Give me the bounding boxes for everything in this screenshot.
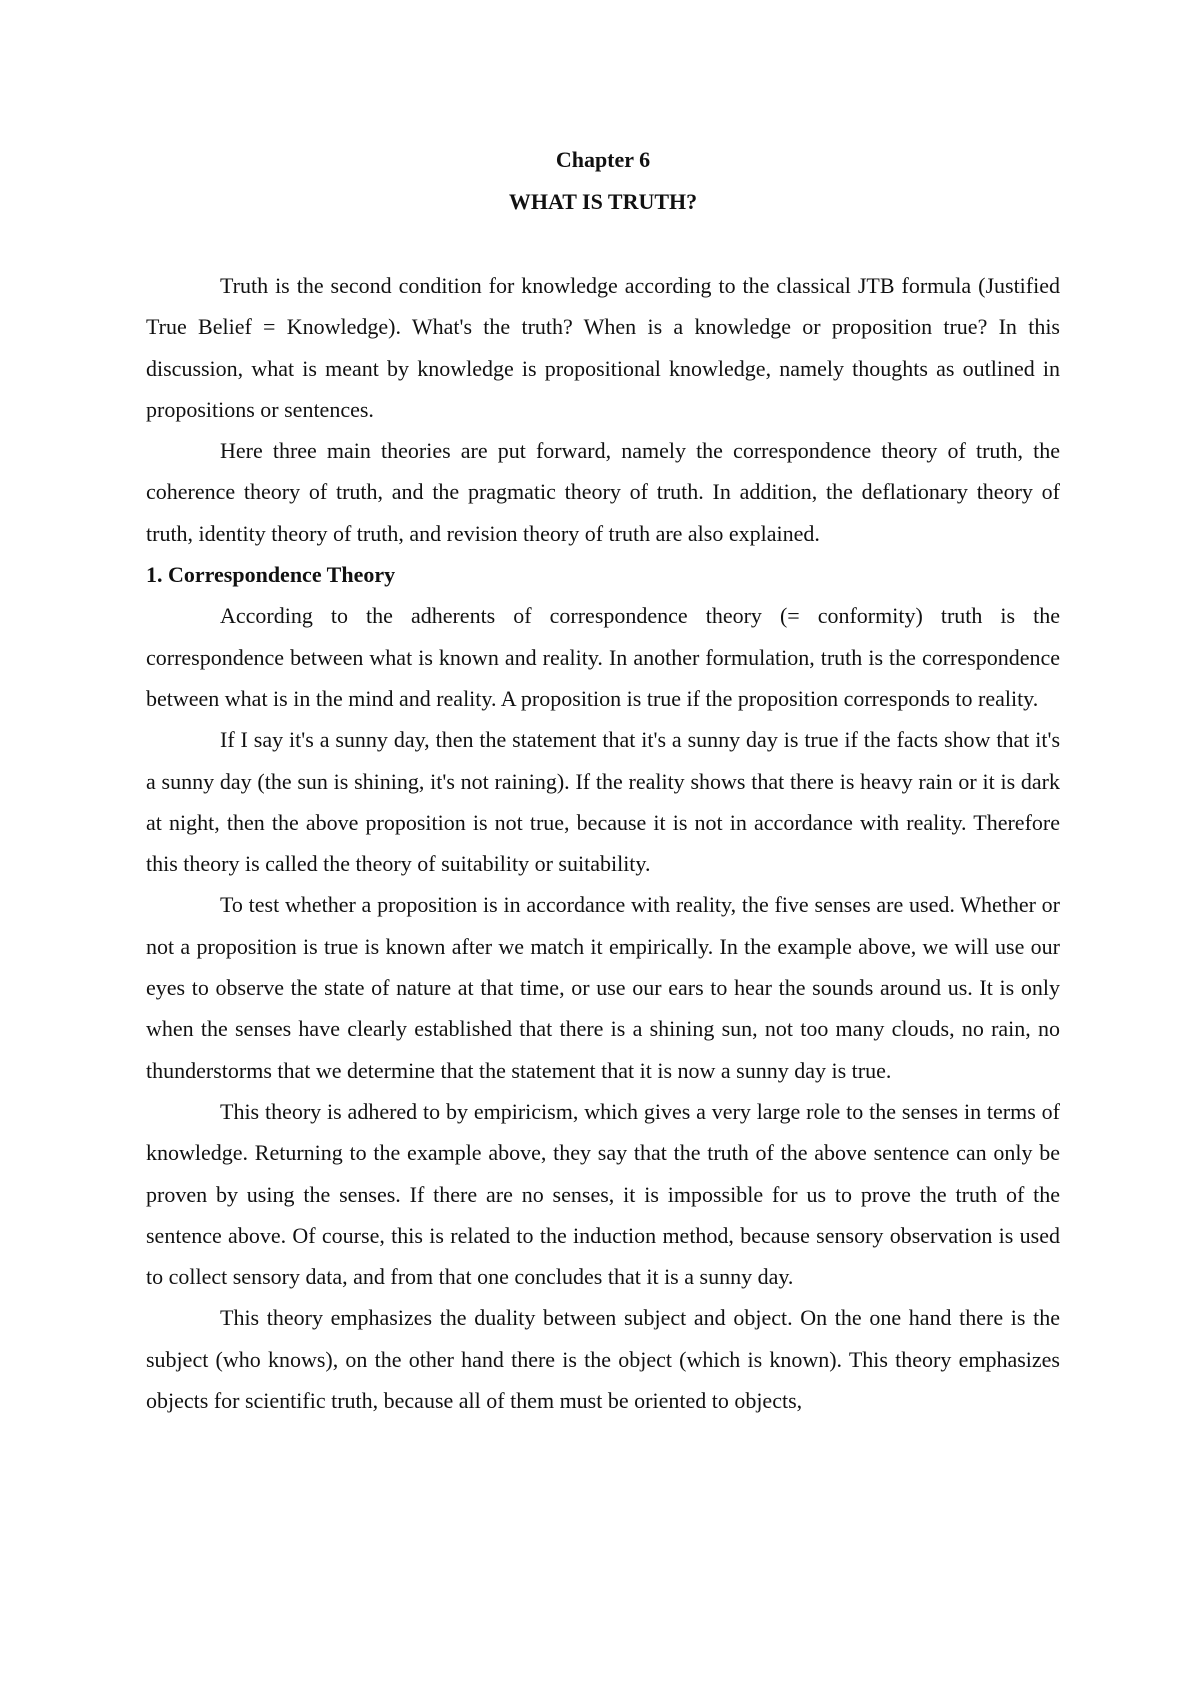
body-paragraph: This theory emphasizes the duality between subject and object. On the one hand there is the subject (who knows), on the other hand there is the object (which is known). This theory emphasizes objects for scientific truth, because all of them must be oriented to objects,	[146, 1305, 1060, 1414]
intro-paragraph: Here three main theories are put forward, namely the correspondence theory of truth, the coherence theory of truth, and the pragmatic theory of truth. In addition, the deflationary theory of truth, identity theory of truth, and revision theory of truth are also explained.	[146, 438, 1060, 546]
chapter-title: WHAT IS TRUTH?	[508, 189, 698, 214]
intro-paragraph: Truth is the second condition for knowledge according to the classical JTB formula (Justified True Belief = Knowledge). What's the truth? When is a knowledge or proposition true? In this discussion, what is meant by knowledge is propositional knowledge, namely thoughts as outlined in propositions or sentences.	[146, 273, 1060, 422]
page-content	[146, 144, 1060, 1421]
section-heading: 1. Correspondence Theory	[146, 562, 396, 588]
body-paragraph: According to the adherents of correspondence theory (= conformity) truth is the correspondence between what is known and reality. In another formulation, truth is the correspondence between what is in the mind and reality. A proposition is true if the proposition corresponds to reality.	[146, 603, 1060, 711]
body-paragraph: To test whether a proposition is in accordance with reality, the five senses are used. Whether or not a proposition is true is known after we match it empirically. In the example above, we will use our eyes to observe the state of nature at that time, or use our ears to hear the sounds around us. It is only when the senses have clearly established that there is a shining sun, not too many clouds, no rain, no thunderstorms that we determine that the statement that it is now a sunny day is true.	[146, 892, 1060, 1083]
chapter-label: Chapter 6	[555, 147, 651, 172]
body-paragraph: If I say it's a sunny day, then the statement that it's a sunny day is true if the facts show that it's a sunny day (the sun is shining, it's not raining). If the reality shows that there is heavy rain or it is dark at night, then the above proposition is not true, because it is not in accordance with reality. Therefore this theory is called the theory of suitability or suitability.	[146, 727, 1060, 877]
body-paragraph: This theory is adhered to by empiricism, which gives a very large role to the senses in terms of knowledge. Returning to the example above, they say that the truth of the above sentence can only be proven by using the senses. If there are no senses, it is impossible for us to prove the truth of the sentence above. Of course, this is related to the induction method, because sensory observation is used to collect sensory data, and from that one concludes that it is a sunny day.	[146, 1098, 1060, 1290]
